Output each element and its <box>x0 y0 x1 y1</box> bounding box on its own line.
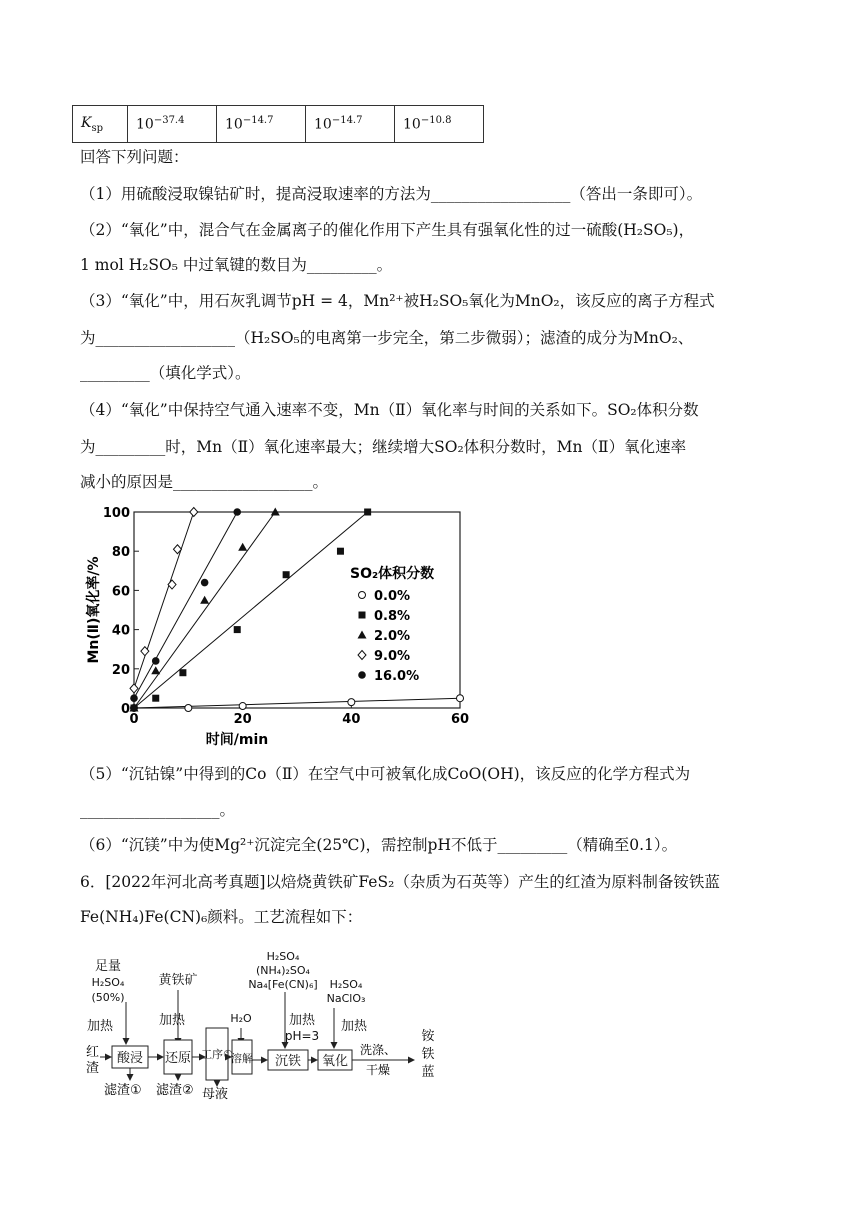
data-point <box>358 651 366 660</box>
x-tick-label: 0 <box>129 712 139 727</box>
data-point <box>283 571 290 578</box>
intro-line: 回答下列问题： <box>80 148 189 166</box>
step-label: 氧化 <box>321 1054 349 1069</box>
oxid-input-label: H₂SO₄ <box>329 978 363 991</box>
question-2-line-2: 1 mol H₂SO₅ 中过氧键的数目为_________。 <box>80 256 393 274</box>
output-mother-liquor: 母液 <box>202 1087 229 1102</box>
series-line <box>134 698 460 708</box>
x-axis-label: 时间/min <box>205 732 269 748</box>
ksp-header: $K_{sp}$ <box>73 106 128 143</box>
precip-input-label: 加热 <box>288 1013 316 1028</box>
problem-6-line-2: Fe(NH₄)Fe(CN)₆颜料。工艺流程如下： <box>80 908 363 926</box>
output-residue-2: 滤渣② <box>156 1083 194 1098</box>
data-point <box>234 626 241 633</box>
data-point <box>200 596 209 604</box>
chart-axes <box>85 506 469 748</box>
question-1: （1）用硫酸浸取镍钴矿时，提高浸取速率的方法为__________________（答出一条即可）。 <box>80 185 703 203</box>
data-point <box>152 695 159 702</box>
mn-oxidation-chart <box>82 500 482 750</box>
question-5-line-2: __________________。 <box>80 801 236 819</box>
product-label: 铁 <box>421 1047 435 1062</box>
step-label: 工序① <box>201 1048 233 1061</box>
precip-input-label: pH=3 <box>284 1029 320 1043</box>
legend-title: SO₂体积分数 <box>350 566 435 582</box>
acid-input-label: 加热 <box>86 1019 114 1034</box>
data-point <box>457 695 464 702</box>
pyrite-input-label: 黄铁矿 <box>158 973 198 988</box>
acid-input-label: H₂SO₄ <box>91 976 125 989</box>
legend-entry: 9.0% <box>374 649 411 664</box>
question-3-line-2: 为__________________（H₂SO₅的电离第一步完全，第二步微弱）；滤渣的成分为MnO₂、 <box>80 329 694 347</box>
data-point <box>358 671 366 679</box>
wash-dry-label: 洗涤、 <box>359 1043 397 1057</box>
process-flow-diagram <box>78 940 458 1102</box>
y-tick-label: 60 <box>111 584 130 600</box>
data-point <box>239 703 246 710</box>
output-residue-1: 滤渣① <box>104 1083 142 1098</box>
start-label: 红 <box>86 1045 100 1060</box>
data-point <box>130 684 138 693</box>
data-point <box>359 592 366 599</box>
data-point <box>179 669 186 676</box>
x-tick-label: 60 <box>450 712 470 727</box>
problem-6-line-1: 6．[2022年河北高考真题]以焙烧黄铁矿FeS₂（杂质为石英等）产生的红渣为原料制备铵铁蓝 <box>80 873 720 891</box>
data-point <box>359 612 366 619</box>
data-point <box>130 694 138 702</box>
ksp-cell-4: $10^{-10.8}$ <box>395 106 484 143</box>
x-tick-label: 40 <box>342 712 361 727</box>
legend-entry: 0.0% <box>374 589 411 604</box>
y-tick-label: 20 <box>111 662 130 678</box>
pyrite-input-label: 加热 <box>158 1013 186 1028</box>
y-tick-label: 0 <box>120 702 130 717</box>
data-point <box>190 508 198 517</box>
data-point <box>337 548 344 555</box>
question-3-line-1: （3）“氧化”中，用石灰乳调节pH = 4，Mn²⁺被H₂SO₅氧化为MnO₂，该反应的离子方程式 <box>80 292 715 310</box>
data-point <box>152 657 160 665</box>
y-tick-label: 100 <box>102 506 130 521</box>
ksp-cell-1: $10^{-37.4}$ <box>128 106 217 143</box>
data-point <box>348 699 355 706</box>
y-tick-label: 80 <box>111 545 130 561</box>
question-6: （6）“沉镁”中为使Mg²⁺沉淀完全(25℃)，需控制pH不低于_________（精确至0.1）。 <box>80 836 678 854</box>
oxid-input-label: 加热 <box>340 1019 368 1034</box>
ksp-cell-3: $10^{-14.7}$ <box>306 106 395 143</box>
ksp-table <box>72 105 484 143</box>
oxid-input-label: NaClO₃ <box>326 992 366 1005</box>
data-point <box>364 509 371 516</box>
precip-input-label: H₂SO₄ <box>266 950 300 963</box>
series-line <box>134 512 275 708</box>
series-line <box>134 512 368 708</box>
data-point <box>238 543 247 551</box>
question-2-line-1: （2）“氧化”中，混合气在金属离子的催化作用下产生具有强氧化性的过一硫酸(H₂SO₅)， <box>80 221 695 239</box>
step-label: 还原 <box>164 1051 192 1066</box>
step-label: 溶解 <box>231 1052 253 1065</box>
wash-dry-label: 干燥 <box>365 1063 391 1077</box>
acid-input-label: (50%) <box>91 991 125 1004</box>
precip-input-label: Na₄[Fe(CN)₆] <box>248 978 318 991</box>
question-4-line-1: （4）“氧化”中保持空气通入速率不变，Mn（Ⅱ）氧化率与时间的关系如下。SO₂体积分数 <box>80 401 699 419</box>
data-point <box>185 705 192 712</box>
series-line <box>134 512 194 688</box>
chart-legend <box>350 565 434 684</box>
water-input-label: H₂O <box>230 1012 252 1025</box>
precip-input-label: (NH₄)₂SO₄ <box>256 964 310 977</box>
legend-entry: 0.8% <box>374 609 411 624</box>
product-label: 铵 <box>421 1029 435 1044</box>
x-tick-label: 20 <box>233 712 252 727</box>
legend-entry: 16.0% <box>374 669 420 684</box>
question-4-line-3: 减小的原因是__________________。 <box>80 473 329 491</box>
y-tick-label: 40 <box>111 623 130 639</box>
step-label: 沉铁 <box>274 1054 302 1069</box>
question-5-line-1: （5）“沉钴镍”中得到的Co（Ⅱ）在空气中可被氧化成CoO(OH)，该反应的化学方程式为 <box>80 765 691 783</box>
question-3-line-3: _________（填化学式）。 <box>80 364 251 382</box>
data-point <box>358 631 367 639</box>
y-axis-label: Mn(Ⅱ)氧化率/% <box>86 556 102 664</box>
acid-input-label: 足量 <box>94 959 122 974</box>
ksp-cell-2: $10^{-14.7}$ <box>217 106 306 143</box>
data-point <box>151 666 160 674</box>
data-point <box>168 580 176 589</box>
step-label: 酸浸 <box>116 1051 144 1066</box>
data-point <box>233 508 241 516</box>
legend-entry: 2.0% <box>374 629 411 644</box>
data-point <box>201 579 209 587</box>
question-4-line-2: 为_________时，Mn（Ⅱ）氧化速率最大；继续增大SO₂体积分数时，Mn（Ⅱ）氧化速率 <box>80 438 687 456</box>
product-label: 蓝 <box>421 1065 435 1080</box>
start-label: 渣 <box>86 1061 100 1076</box>
